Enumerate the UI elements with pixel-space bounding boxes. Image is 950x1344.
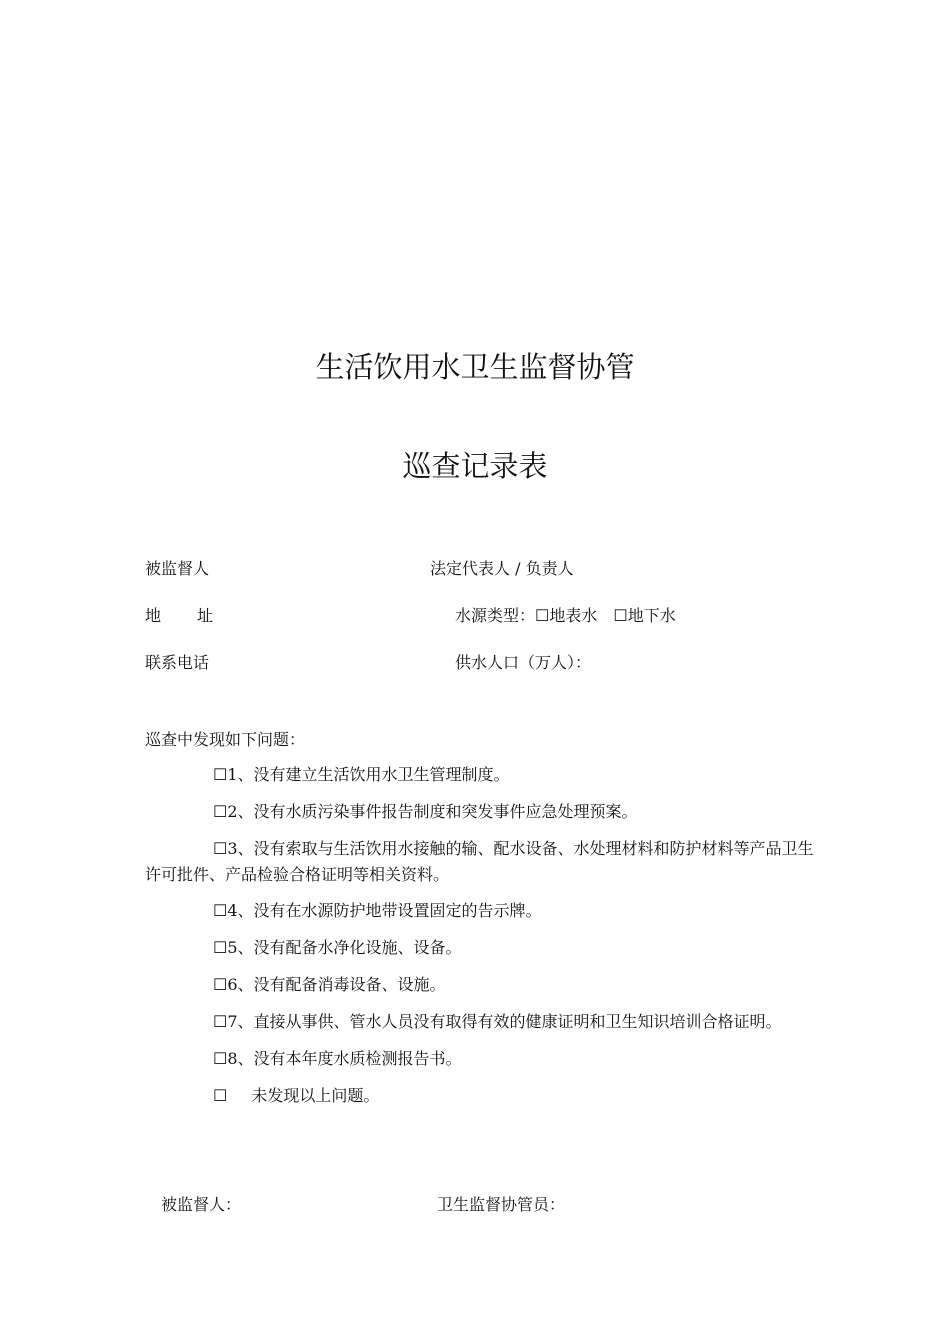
issue-checkbox[interactable]: ☐	[213, 975, 228, 994]
address-label-char1: 地	[145, 606, 162, 625]
issue-text: 7、直接从事供、管水人员没有取得有效的健康证明和卫生知识培训合格证明。	[227, 1012, 782, 1031]
issue-text: 未发现以上问题。	[251, 1086, 380, 1105]
water-source-label: 水源类型：	[455, 606, 536, 625]
surface-water-checkbox[interactable]: ☐	[535, 606, 550, 625]
issue-item	[145, 1046, 815, 1072]
legal-representative-label: 法定代表人 / 负责人	[430, 559, 574, 578]
water-source-type	[455, 606, 676, 626]
address-label-char2: 址	[197, 606, 214, 625]
issue-item	[145, 836, 815, 888]
issues-intro: 巡查中发现如下问题：	[145, 730, 306, 749]
issue-checkbox[interactable]: ☐	[213, 765, 228, 784]
issue-item	[145, 898, 815, 924]
issue-item	[145, 935, 815, 961]
issue-text: 2、没有水质污染事件报告制度和突发事件应急处理预案。	[227, 802, 638, 821]
supervised-signature-label: 被监督人：	[161, 1195, 242, 1214]
issue-checkbox[interactable]: ☐	[213, 938, 228, 957]
issue-item	[145, 972, 815, 998]
issue-text: 3、没有索取与生活饮用水接触的输、配水设备、水处理材料和防护材料等产品卫生许可批件、产品检验合格证明等相关资料。	[145, 839, 814, 884]
issue-text: 4、没有在水源防护地带设置固定的告示牌。	[227, 901, 542, 920]
ground-water-checkbox[interactable]: ☐	[613, 606, 628, 625]
issue-checkbox[interactable]: ☐	[213, 839, 228, 858]
document-title: 生活饮用水卫生监督协管	[315, 350, 635, 384]
issue-checkbox[interactable]: ☐	[213, 802, 228, 821]
issue-text: 6、没有配备消毒设备、设施。	[227, 975, 446, 994]
issue-checkbox[interactable]: ☐	[213, 1049, 228, 1068]
inspector-signature-label: 卫生监督协管员：	[437, 1195, 566, 1214]
issue-item	[145, 1009, 815, 1035]
issue-item	[145, 762, 815, 788]
issue-checkbox[interactable]: ☐	[213, 901, 228, 920]
ground-water-option: 地下水	[627, 606, 676, 625]
address-label	[145, 606, 213, 626]
supervised-person-label: 被监督人	[145, 559, 210, 578]
document-subtitle: 巡查记录表	[402, 449, 548, 483]
issue-checkbox[interactable]: ☐	[213, 1086, 228, 1105]
issue-item-none	[145, 1083, 815, 1109]
issue-checkbox[interactable]: ☐	[213, 1012, 228, 1031]
surface-water-option: 地表水	[549, 606, 598, 625]
issue-text: 8、没有本年度水质检测报告书。	[227, 1049, 462, 1068]
water-supply-population-label: 供水人口（万人）：	[455, 653, 592, 672]
issue-text: 1、没有建立生活饮用水卫生管理制度。	[227, 765, 510, 784]
issue-text: 5、没有配备水净化设施、设备。	[227, 938, 462, 957]
contact-phone-label: 联系电话	[145, 653, 210, 672]
issue-item	[145, 799, 815, 825]
